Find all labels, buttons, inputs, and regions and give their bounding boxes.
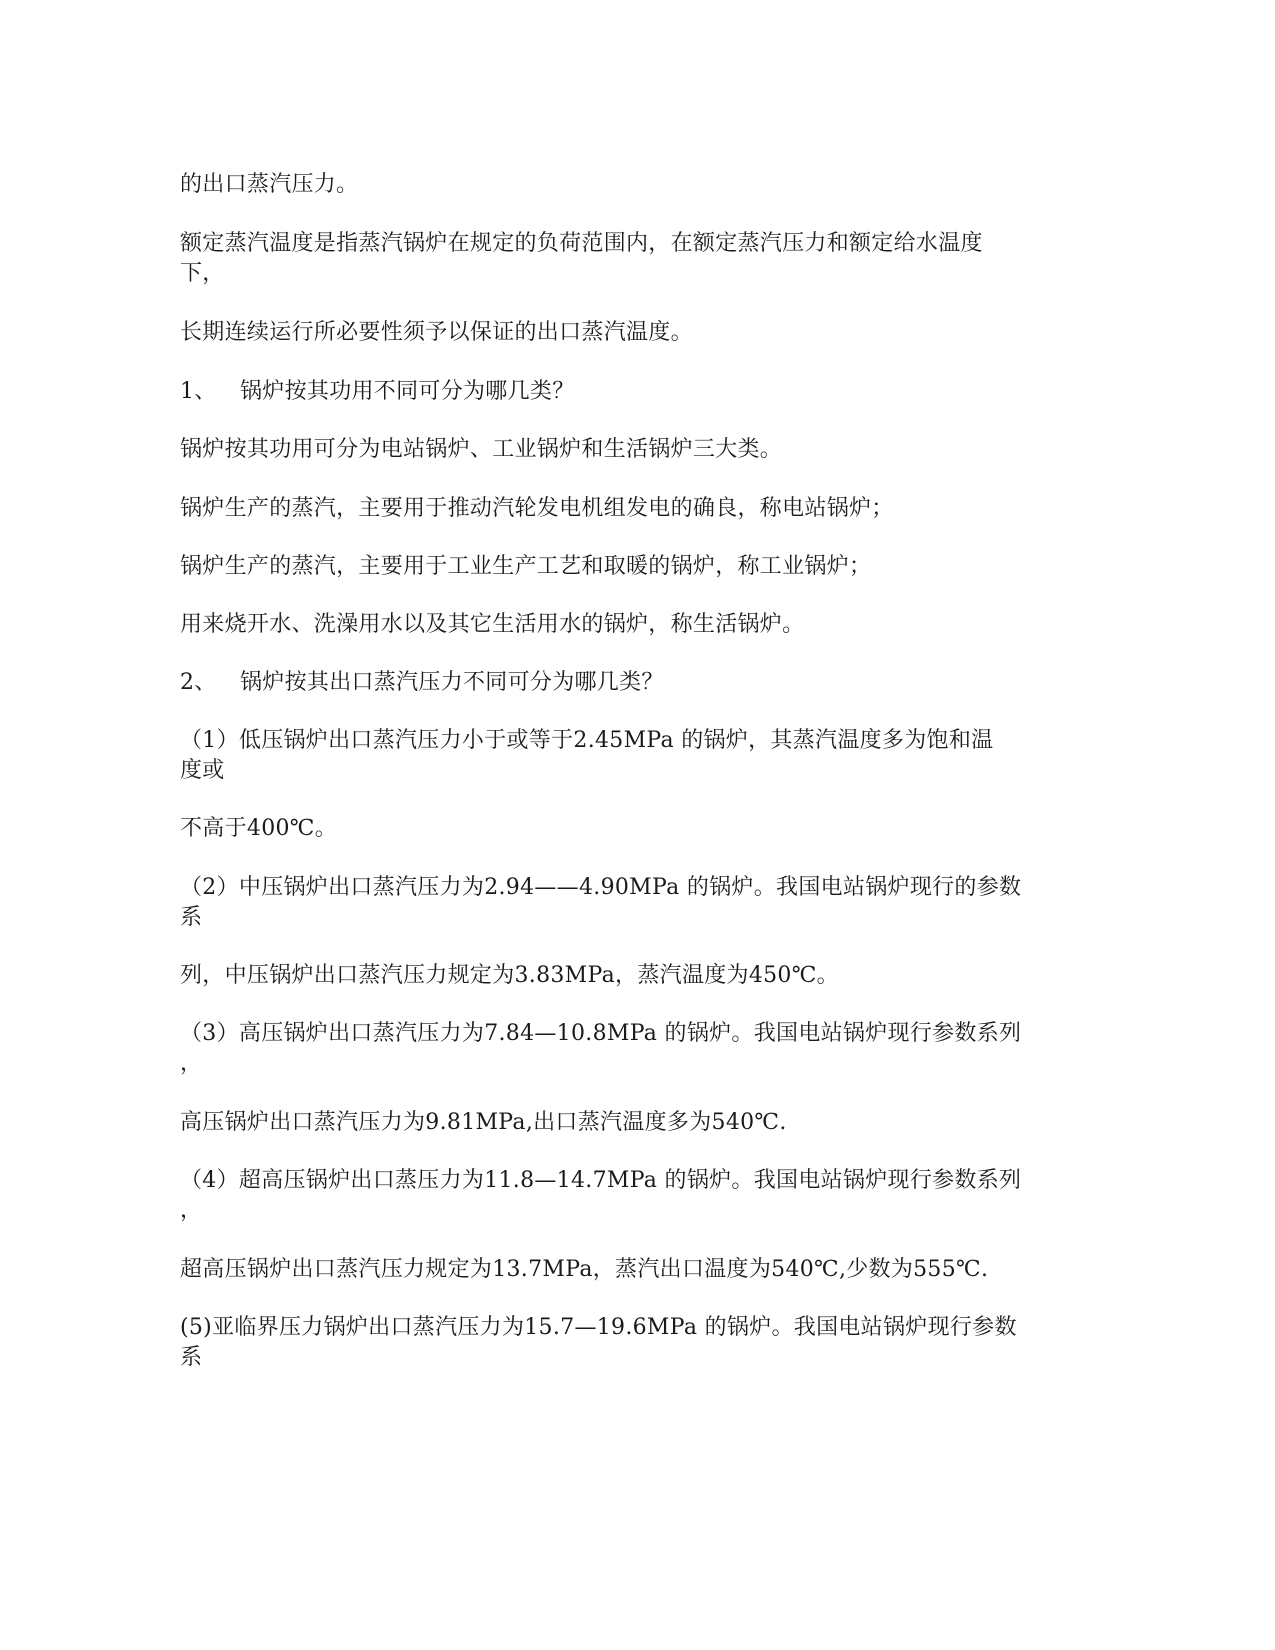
question-heading [180, 668, 1060, 698]
text-line: 锅炉生产的蒸汽，主要用于推动汽轮发电机组发电的确良，称电站锅炉； [180, 496, 894, 521]
text-line: (5)亚临界压力锅炉出口蒸汽压力为15.7—19.6MPa 的锅炉。我国电站锅炉现行参数 [180, 1315, 1017, 1340]
text-line: 锅炉按其功用可分为电站锅炉、工业锅炉和生活锅炉三大类。 [180, 437, 783, 462]
text-line: 高压锅炉出口蒸汽压力为9.81MPa,出口蒸汽温度多为540℃. [180, 1110, 787, 1135]
question-heading [180, 377, 1060, 407]
text-line: 列，中压锅炉出口蒸汽压力规定为3.83MPa，蒸汽温度为450℃。 [180, 963, 839, 988]
text-line: 的出口蒸汽压力。 [180, 172, 359, 197]
text-line: 锅炉生产的蒸汽，主要用于工业生产工艺和取暖的锅炉，称工业锅炉； [180, 554, 872, 579]
text-line: 下， [180, 261, 225, 286]
question-text: 锅炉按其功用不同可分为哪几类？ [240, 379, 575, 404]
question-number: 2、 [180, 670, 217, 695]
question-number: 1、 [180, 379, 217, 404]
text-line: （3）高压锅炉出口蒸汽压力为7.84—10.8MPa 的锅炉。我国电站锅炉现行参数系列 [180, 1021, 1022, 1046]
text-line: 不高于400℃。 [180, 816, 338, 841]
text-line: 度或 [180, 758, 225, 783]
text-line: 长期连续运行所必要性须予以保证的出口蒸汽温度。 [180, 320, 693, 345]
text-line: ， [180, 1051, 203, 1076]
text-line: （1）低压锅炉出口蒸汽压力小于或等于2.45MPa 的锅炉，其蒸汽温度多为饱和温 [180, 728, 994, 753]
text-line: 系 [180, 905, 203, 930]
text-line: 额定蒸汽温度是指蒸汽锅炉在规定的负荷范围内，在额定蒸汽压力和额定给水温度 [180, 231, 983, 256]
text-line: 系 [180, 1345, 203, 1370]
text-line: （4）超高压锅炉出口蒸压力为11.8—14.7MPa 的锅炉。我国电站锅炉现行参数系列 [180, 1168, 1022, 1193]
text-line: 超高压锅炉出口蒸汽压力规定为13.7MPa，蒸汽出口温度为540℃,少数为555℃. [180, 1257, 989, 1282]
text-line: 用来烧开水、洗澡用水以及其它生活用水的锅炉，称生活锅炉。 [180, 612, 805, 637]
text-line: （2）中压锅炉出口蒸汽压力为2.94——4.90MPa 的锅炉。我国电站锅炉现行的参数 [180, 875, 1022, 900]
question-text: 锅炉按其出口蒸汽压力不同可分为哪几类？ [240, 670, 664, 695]
text-line: ， [180, 1198, 203, 1223]
